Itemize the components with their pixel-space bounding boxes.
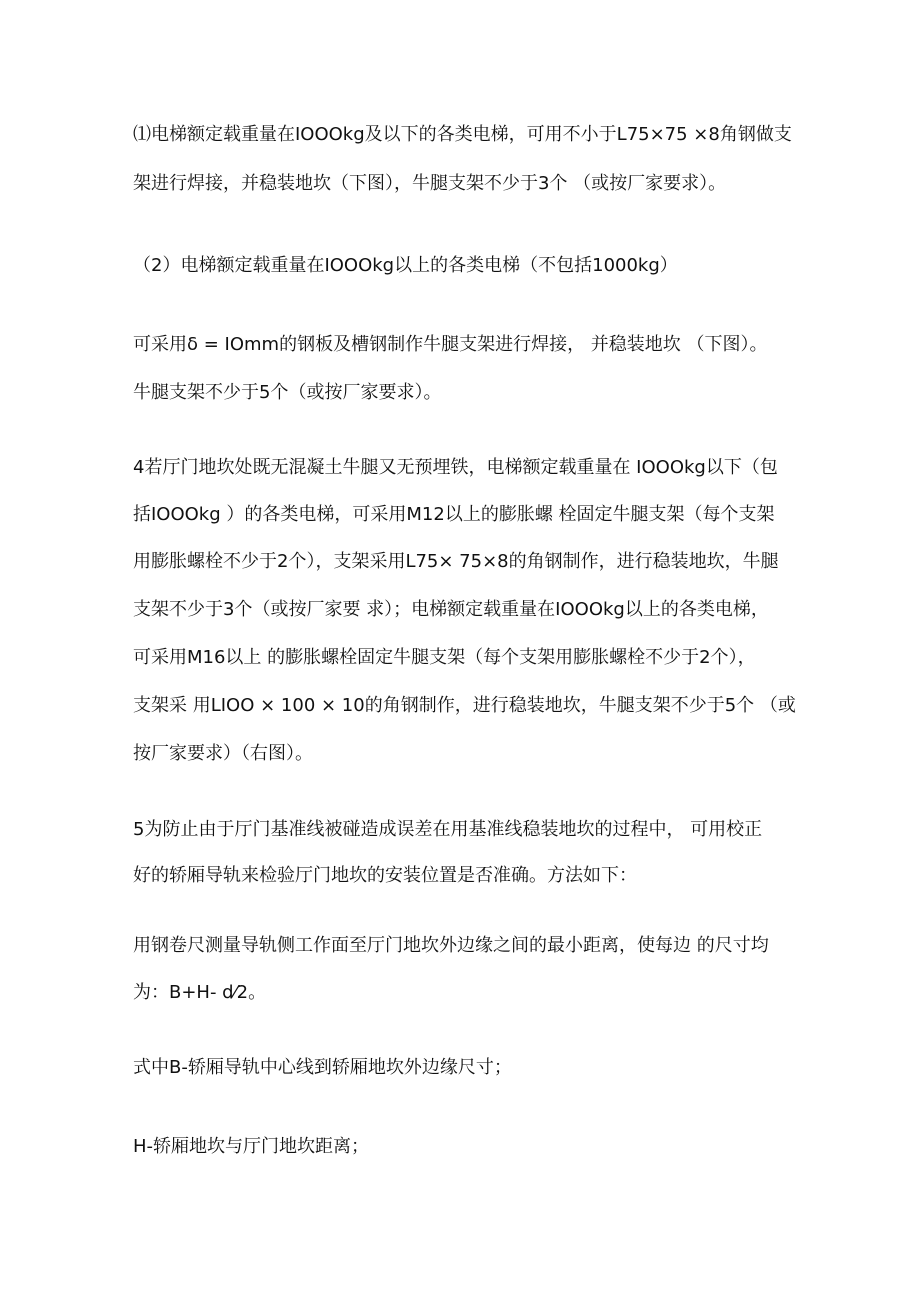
paragraph-2-line-1: （2）电梯额定载重量在IOOOkg以上的各类电梯（不包括1000kg） (133, 255, 678, 276)
paragraph-4-line-1: 4若厅门地坎处既无混凝土牛腿又无预埋铁，电梯额定载重量在 IOOOkg以下（包 (133, 457, 778, 478)
paragraph-3-line-2: 牛腿支架不少于5个（或按厂家要求）。 (133, 382, 442, 403)
paragraph-1-line-2: 架进行焊接，并稳装地坎（下图），牛腿支架不少于3个 （或按厂家要求）。 (133, 173, 727, 194)
paragraph-5-line-1: 5为防止由于厅门基准线被碰造成误差在用基准线稳装地坎的过程中， 可用校正 (133, 819, 763, 840)
paragraph-4-line-4: 支架不少于3个（或按厂家要 求）；电梯额定载重量在IOOOkg以上的各类电梯， (133, 599, 769, 620)
paragraph-8-line-1: H-轿厢地坎与厅门地坎距离； (133, 1136, 370, 1157)
paragraph-7-line-1: 式中B-轿厢导轨中心线到轿厢地坎外边缘尺寸； (133, 1057, 512, 1078)
paragraph-5-line-2: 好的轿厢导轨来检验厅门地坎的安装位置是否准确。方法如下： (133, 865, 637, 886)
paragraph-4-line-5: 可采用M16以上 的膨胀螺栓固定牛腿支架（每个支架用膨胀螺栓不少于2个）， (133, 647, 756, 668)
paragraph-6-line-2: 为：B+H- d⁄2。 (133, 982, 267, 1003)
paragraph-1-line-1: ⑴电梯额定载重量在IOOOkg及以下的各类电梯，可用不小于L75×75 ×8角钢做支 (133, 124, 792, 145)
paragraph-4-line-2: 括IOOOkg ）的各类电梯，可采用M12以上的膨胀螺 栓固定牛腿支架（每个支架 (133, 504, 775, 525)
paragraph-4-line-6: 支架采 用LIOO × 100 × 10的角钢制作，进行稳装地坎，牛腿支架不少于5个 （或 (133, 695, 796, 716)
paragraph-6-line-1: 用钢卷尺测量导轨侧工作面至厅门地坎外边缘之间的最小距离，使每边 的尺寸均 (133, 935, 769, 956)
paragraph-4-line-3: 用膨胀螺栓不少于2个），支架采用L75× 75×8的角钢制作，进行稳装地坎，牛腿 (133, 551, 779, 572)
paragraph-3-line-1: 可采用δ = IOmm的钢板及槽钢制作牛腿支架进行焊接， 并稳装地坎 （下图）。 (133, 334, 768, 355)
paragraph-4-line-7: 按厂家要求）（右图）。 (133, 743, 313, 764)
